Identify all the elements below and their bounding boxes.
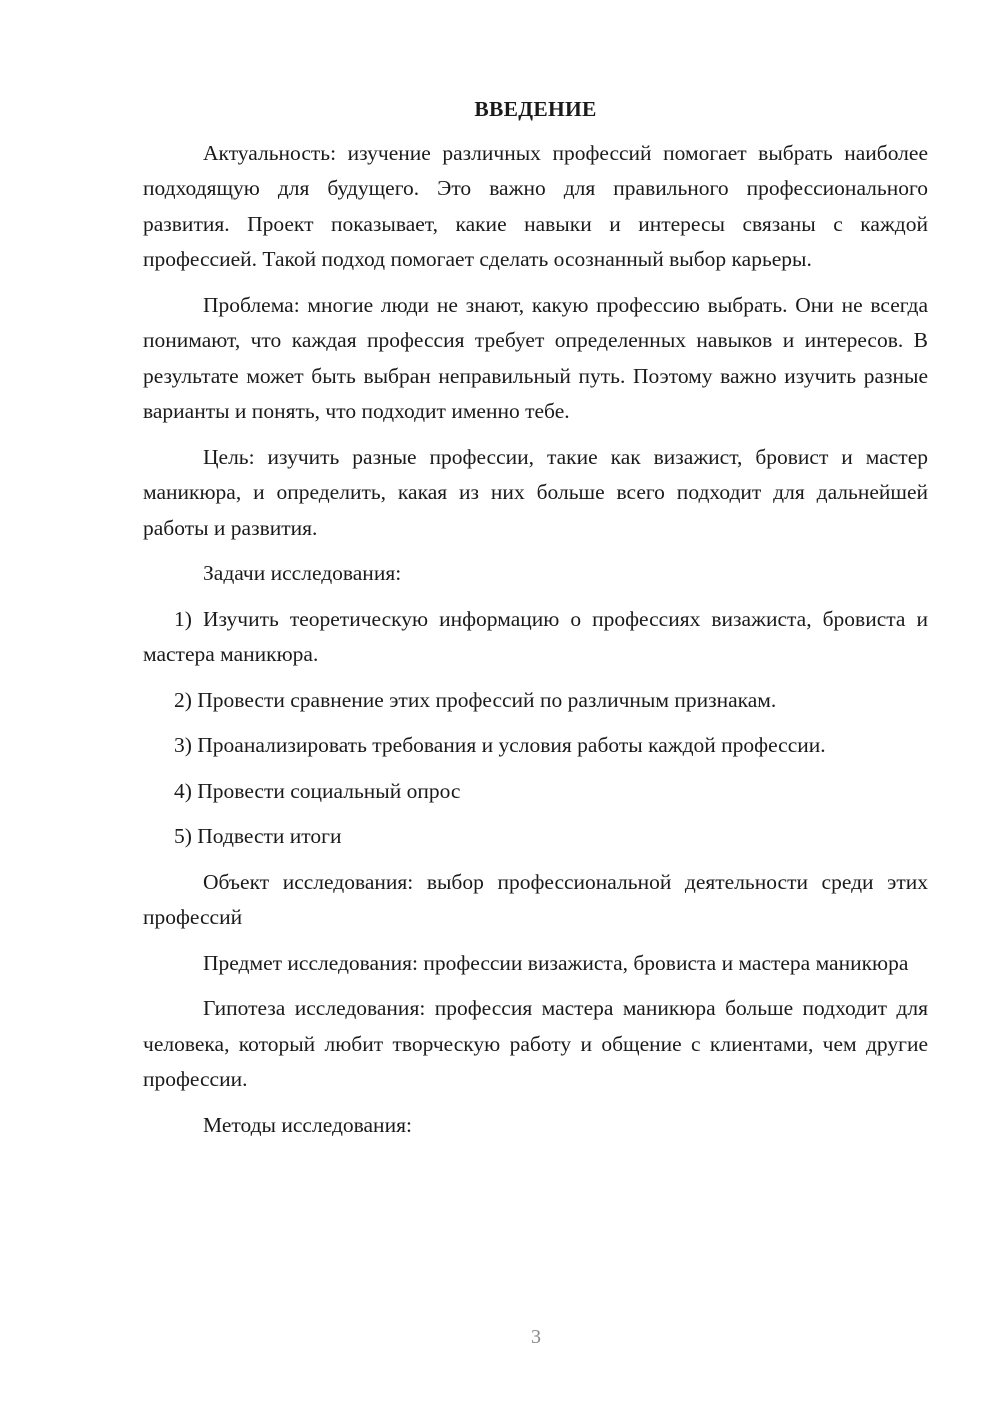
- methods-heading: Методы исследования:: [203, 1112, 412, 1137]
- page-title: ВВЕДЕНИЕ: [474, 97, 597, 121]
- relevance-paragraph: Актуальность: изучение различных профессий помогает выбрать наиболее подходящую для будущего. Это важно для правильного профессионального развития. Проект показывает, какие навыки и интересы связаны с каждой профессией. Такой подход помогает сделать осознанный выбор карьеры.: [143, 140, 928, 271]
- hypothesis-paragraph: Гипотеза исследования: профессия мастера маникюра больше подходит для человека, который любит творческую работу и общение с клиентами, чем другие профессии.: [143, 996, 928, 1091]
- page-number: 3: [531, 1326, 541, 1348]
- task-item-5: 5) Подвести итоги: [174, 824, 342, 848]
- object-paragraph: Объект исследования: выбор профессиональной деятельности среди этих профессий: [143, 869, 928, 929]
- problem-paragraph: Проблема: многие люди не знают, какую профессию выбрать. Они не всегда понимают, что каждая профессия требует определенных навыков и интересов. В результате может быть выбран неправильный путь. Поэтому важно изучить разные варианты и понять, что подходит именно тебе.: [143, 292, 928, 423]
- document-page: [143, 92, 928, 1143]
- task-item-2: 2) Провести сравнение этих профессий по различным признакам.: [174, 687, 777, 712]
- task-item-3: 3) Проанализировать требования и условия работы каждой профессии.: [174, 733, 826, 757]
- task-item-4: 4) Провести социальный опрос: [174, 778, 461, 803]
- tasks-heading: Задачи исследования:: [203, 561, 402, 585]
- subject-paragraph: Предмет исследования: профессии визажиста, бровиста и мастера маникюра: [203, 950, 909, 975]
- task-item-1: 1) Изучить теоретическую информацию о профессиях визажиста, бровиста и мастера маникюра.: [143, 606, 928, 666]
- goal-paragraph: Цель: изучить разные профессии, такие как визажист, бровист и мастер маникюра, и определить, какая из них больше всего подходит для дальнейшей работы и развития.: [143, 444, 928, 540]
